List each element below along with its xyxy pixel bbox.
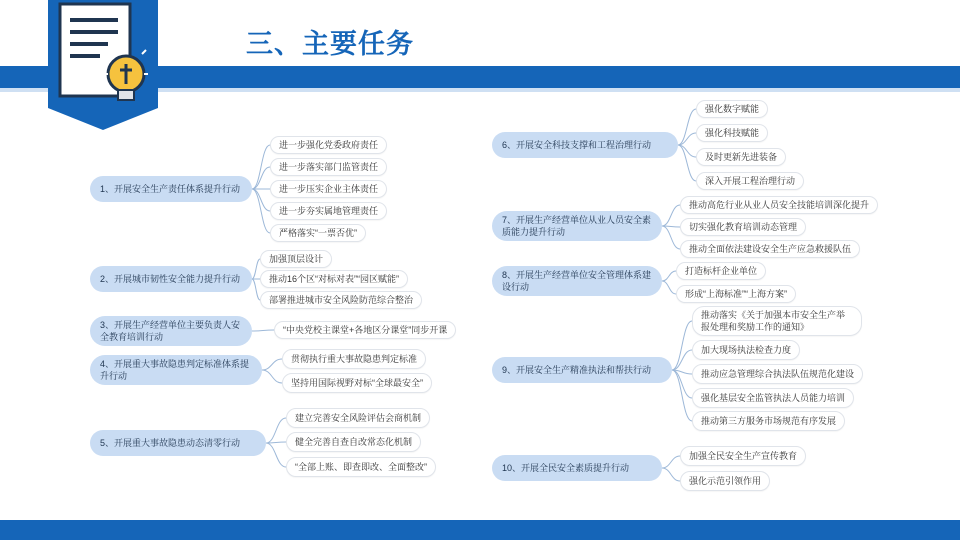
connector-1-1 [252, 145, 270, 189]
task-9-item-2: 加大现场执法检查力度 [692, 340, 800, 360]
connector-9-1 [672, 321, 692, 370]
task-7-item-1: 推动高危行业从业人员安全技能培训深化提升 [680, 196, 878, 214]
task-5-item-1: 建立完善安全风险评估会商机制 [286, 408, 430, 428]
connector-3-1 [252, 330, 274, 331]
connector-10-1 [662, 456, 680, 468]
task-node-10: 10、开展全民安全素质提升行动 [492, 455, 662, 481]
footer-band [0, 520, 960, 540]
connector-8-2 [662, 281, 676, 294]
connector-5-3 [266, 443, 286, 467]
task-8-item-1: 打造标杆企业单位 [676, 262, 766, 280]
task-1-item-1: 进一步强化党委政府责任 [270, 136, 387, 154]
task-node-3: 3、开展生产经营单位主要负责人安全教育培训行动 [90, 316, 252, 346]
task-6-item-3: 及时更新先进装备 [696, 148, 786, 166]
connector-5-1 [266, 418, 286, 443]
task-5-item-3: “全部上账、即查即改、全面整改” [286, 457, 436, 477]
task-4-item-1: 贯彻执行重大事故隐患判定标准 [282, 349, 426, 369]
task-9-item-5: 推动第三方服务市场规范有序发展 [692, 411, 845, 431]
task-node-1: 1、开展安全生产责任体系提升行动 [90, 176, 252, 202]
task-6-item-4: 深入开展工程治理行动 [696, 172, 804, 190]
task-1-item-2: 进一步落实部门监管责任 [270, 158, 387, 176]
task-8-item-2: 形成“上海标准”“上海方案” [676, 285, 796, 303]
task-6-item-2: 强化科技赋能 [696, 124, 768, 142]
connector-4-1 [262, 359, 282, 370]
connector-7-3 [662, 226, 680, 249]
task-7-item-3: 推动全面依法建设安全生产应急救援队伍 [680, 240, 860, 258]
connector-9-2 [672, 350, 692, 370]
task-4-item-2: 坚持用国际视野对标“全球最安全” [282, 373, 432, 393]
task-2-item-1: 加强顶层设计 [260, 250, 332, 268]
task-node-9: 9、开展安全生产精准执法和帮扶行动 [492, 357, 672, 383]
task-10-item-1: 加强全民安全生产宣传教育 [680, 446, 806, 466]
task-9-item-4: 强化基层安全监管执法人员能力培训 [692, 388, 854, 408]
connector-1-2 [252, 167, 270, 189]
task-6-item-1: 强化数字赋能 [696, 100, 768, 118]
task-9-item-3: 推动应急管理综合执法队伍规范化建设 [692, 364, 863, 384]
task-2-item-3: 部署推进城市安全风险防范综合整治 [260, 291, 422, 309]
connector-4-2 [262, 370, 282, 383]
task-7-item-2: 切实强化教育培训动态管理 [680, 218, 806, 236]
task-9-item-1: 推动落实《关于加强本市安全生产举报处理和奖励工作的通知》 [692, 306, 862, 336]
task-node-7: 7、开展生产经营单位从业人员安全素质能力提升行动 [492, 211, 662, 241]
task-3-item-1: “中央党校主课堂+各地区分课堂”同步开课 [274, 321, 456, 339]
task-1-item-5: 严格落实“一票否优” [270, 224, 366, 242]
task-node-4: 4、开展重大事故隐患判定标准体系提升行动 [90, 355, 262, 385]
task-node-6: 6、开展安全科技支撑和工程治理行动 [492, 132, 678, 158]
connector-1-5 [252, 189, 270, 233]
task-10-item-2: 强化示范引领作用 [680, 471, 770, 491]
connector-1-4 [252, 189, 270, 211]
connector-9-5 [672, 370, 692, 421]
connector-2-1 [252, 259, 260, 279]
task-1-item-3: 进一步压实企业主体责任 [270, 180, 387, 198]
connector-10-2 [662, 468, 680, 481]
connector-2-3 [252, 279, 260, 300]
task-node-2: 2、开展城市韧性安全能力提升行动 [90, 266, 252, 292]
page-title: 三、主要任务 [246, 29, 414, 59]
task-5-item-2: 健全完善自查自改常态化机制 [286, 432, 421, 452]
task-node-8: 8、开展生产经营单位安全管理体系建设行动 [492, 266, 662, 296]
task-2-item-2: 推动16个区“对标对表”“园区赋能” [260, 270, 408, 288]
task-node-5: 5、开展重大事故隐患动态清零行动 [90, 430, 266, 456]
connector-8-1 [662, 271, 676, 281]
task-1-item-4: 进一步夯实属地管理责任 [270, 202, 387, 220]
connector-7-1 [662, 205, 680, 226]
